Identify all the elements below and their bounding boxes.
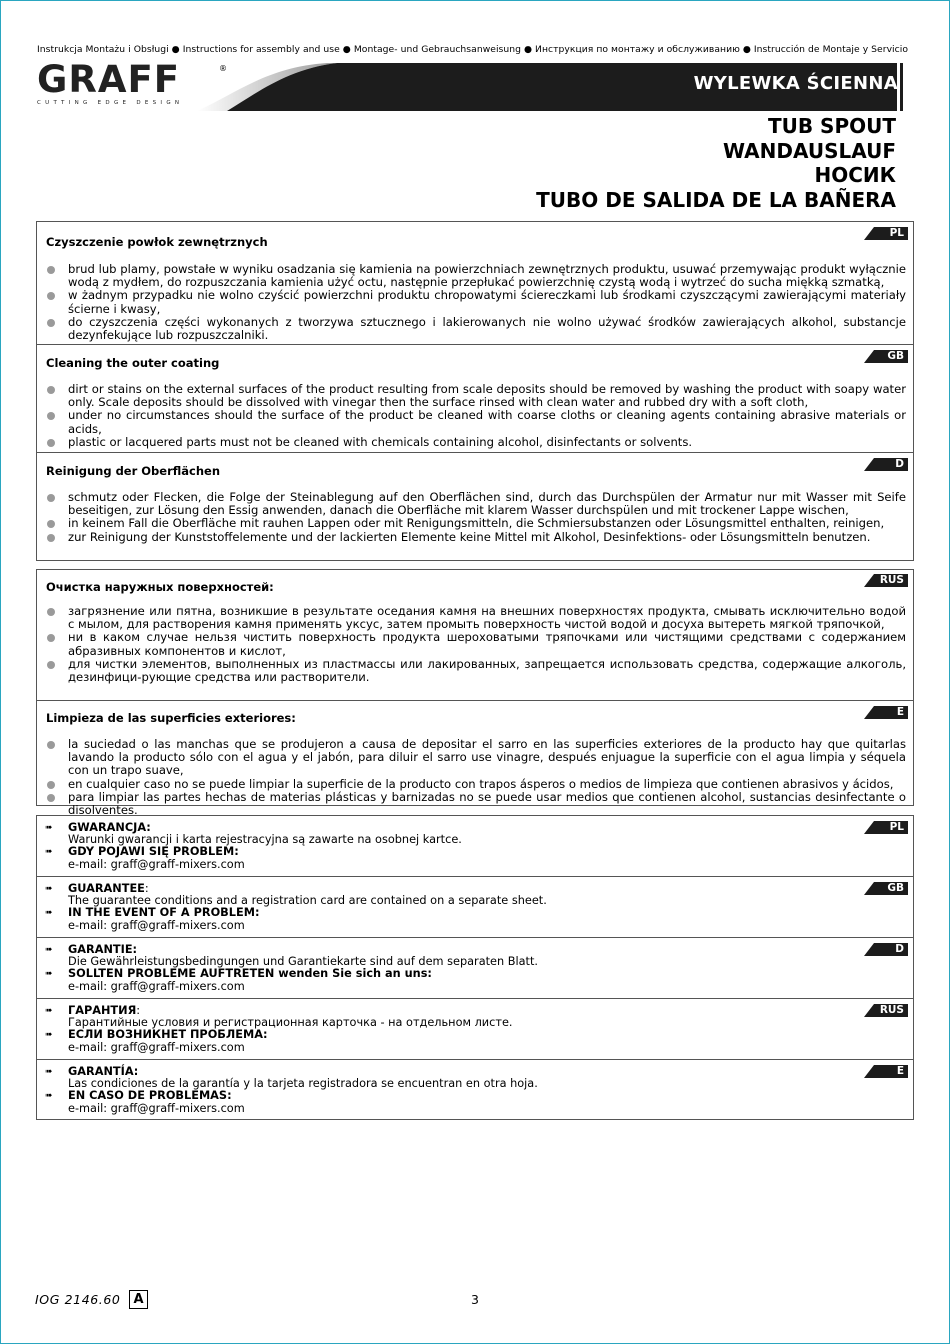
guarantee-box	[36, 815, 914, 1120]
guarantee-text: Las condiciones de la garantía y la tarjeta registradora se encuentran en otra hoja.	[68, 1077, 538, 1091]
cleaning-box-2	[36, 569, 914, 818]
arrow-icon: ➠	[45, 969, 53, 980]
graff-logo	[37, 58, 227, 106]
arrow-icon: ➠	[45, 1091, 53, 1102]
cleaning-section-gb	[37, 344, 913, 452]
cleaning-section-d	[37, 452, 913, 559]
bullet-list	[46, 263, 906, 342]
contact-email[interactable]: e-mail: graff@graff-mixers.com	[68, 1101, 245, 1115]
problem-heading: GDY POJAWI SIĘ PROBLEM:	[68, 845, 239, 859]
language-tag-gb: GB	[864, 350, 908, 363]
bullet-list	[46, 605, 906, 684]
logo-registered: ®	[219, 64, 227, 73]
list-item: in keinem Fall die Oberfläche mit rauhen Lappen oder mit Renigungsmitteln, die Schmiersubstanzen oder Lösungsmittel enthalten, reinigen,	[46, 517, 906, 530]
guarantee-heading: GWARANCJA:	[68, 821, 151, 834]
document-code: IOG 2146.60	[35, 1292, 121, 1307]
logo-name: GRAFF	[37, 58, 181, 101]
problem-heading: SOLLTEN PROBLEME AUFTRETEN wenden Sie sich an uns:	[68, 967, 432, 981]
list-item: zur Reinigung der Kunststoffelemente und der lackierten Elemente keine Mittel mit Alkohol, Desinfektions- oder Lösungsmitteln benutzen.	[46, 531, 906, 544]
problem-heading: IN THE EVENT OF A PROBLEM:	[68, 906, 260, 920]
bullet-list	[46, 738, 906, 817]
guarantee-heading: GARANTIE:	[68, 943, 138, 956]
section-title: Reinigung der Oberflächen	[46, 464, 221, 478]
guarantee-section-gb: GB ➠ GUARANTEE: The guarantee conditions and a registration card are contained on a separate sheet. ➠ IN THE EVENT OF A PROBLEM: e-mail: graff@graff-mixers.com	[37, 876, 913, 937]
guarantee-section-d	[37, 937, 913, 998]
problem-heading: EN CASO DE PROBLEMAS:	[68, 1089, 232, 1103]
section-title: Cleaning the outer coating	[46, 356, 220, 370]
arrow-icon: ➠	[45, 945, 53, 955]
list-item: w żadnym przypadku nie wolno czyścić powierzchni produktu chropowatymi ściereczkami lub środkami czyszczącymi zawierającymi materiały ścierne i kwasy,	[46, 289, 906, 315]
guarantee-text: Гарантийные условия и регистрационная карточка - на отдельном листе.	[68, 1016, 513, 1030]
product-titles	[536, 114, 896, 212]
language-tag-d: D	[864, 943, 908, 956]
guarantee-section-pl	[37, 816, 913, 876]
title-ru: НОСИК	[814, 163, 896, 187]
cleaning-box-1	[36, 221, 914, 561]
title-en: TUB SPOUT	[767, 114, 896, 138]
arrow-icon: ➠	[45, 884, 53, 894]
list-item: plastic or lacquered parts must not be cleaned with chemicals containing alcohol, disinfectants or solvents.	[46, 436, 906, 449]
list-item: la suciedad o las manchas que se produjeron a causa de depositar el sarro en las superficies exteriores de la producto hay que quitarlas lavando la producto sólo con el agua y el jabón, para diluir el sarro use vinagre, después enjuague la superficie con el agua limpia y séquela con un trapo suave,	[46, 738, 906, 778]
arrow-icon: ➠	[45, 1030, 53, 1041]
list-item: ни в каком случае нельзя чистить поверхность продукта шероховатыми тряпочками или чистящими средствами с содержанием абразивных компонентов и кислот,	[46, 631, 906, 657]
list-item: для чистки элементов, выполненных из пластмассы или лакированных, запрещается использовать средства, содержащие алкоголь, дезинфици-рующие средства или растворители.	[46, 658, 906, 684]
cleaning-section-e	[37, 700, 913, 818]
page-number: 3	[471, 1292, 479, 1307]
list-item: en cualquier caso no se puede limpiar la superficie de la producto con trapos ásperos o medios de limpieza que contienen abrasivos y ácidos,	[46, 778, 906, 791]
bullet-list	[46, 491, 906, 544]
list-item: dirt or stains on the external surfaces of the product resulting from scale deposits should be removed by washing the product with soapy water only. Scale deposits should be dissolved with vinegar then the surface rinsed with clean water and rubbed dry with a soft cloth,	[46, 383, 906, 409]
cleaning-section-rus	[37, 570, 913, 700]
language-tag-e: E	[864, 1065, 908, 1078]
title-de: WANDAUSLAUF	[723, 138, 896, 163]
language-tag-rus: RUS	[864, 574, 908, 587]
guarantee-text: Warunki gwarancji i karta rejestracyjna są zawarte na osobnej kartce.	[68, 833, 462, 847]
language-tag-pl: PL	[864, 227, 908, 240]
list-item: brud lub plamy, powstałe w wyniku osadzania się kamienia na powierzchniach zewnętrznych produktu, usuwać przemywając produkt wyłącznie wodą z mydłem, do rozpuszczania kamienia użyć octu, następnie przepłukać powierzchnię czystą wodą i wytrzeć do sucha miękką szmatką,	[46, 263, 906, 289]
logo-tagline: CUTTING EDGE DESIGN	[37, 100, 184, 106]
guarantee-heading: GARANTÍA:	[68, 1065, 139, 1078]
cleaning-section-pl	[37, 222, 913, 344]
list-item: para limpiar las partes hechas de materias plásticas y barnizadas no se puede usar medios que contienen alcohol, sustancias desinfectante o disolventes.	[46, 791, 906, 817]
guarantee-section-e	[37, 1059, 913, 1117]
contact-email[interactable]: e-mail: graff@graff-mixers.com	[68, 1040, 245, 1054]
section-title: Czyszczenie powłok zewnętrznych	[46, 235, 268, 249]
list-item: under no circumstances should the surface of the product be cleaned with coarse cloths or cleaning agents containing abrasive materials or acids,	[46, 409, 906, 435]
guarantee-heading: GUARANTEE	[68, 882, 145, 895]
list-item: schmutz oder Flecken, die Folge der Steinablegung auf den Oberflächen sind, durch das Durchspülen der Armatur nur mit Wasser mit Seife beseitigen, zur Lösung den Essig anwenden, danach die Oberfläche mit klarem Wasser durchspülen und mit trockener Lappe wischen,	[46, 491, 906, 517]
arrow-icon: ➠	[45, 823, 53, 833]
revision-badge: A	[129, 1290, 148, 1309]
guarantee-text: The guarantee conditions and a registration card are contained on a separate sheet.	[68, 894, 547, 908]
list-item: загрязнение или пятна, возникшие в результате оседания камня на внешних поверхностях продукта, смывать исключительно водой с мылом, для растворения камня применять уксус, затем промыть поверхность чистой водой и досуха вытереть мягкой тряпочкой,	[46, 605, 906, 631]
language-tag-d: D	[864, 458, 908, 471]
guarantee-text: Die Gewährleistungsbedingungen und Garantiekarte sind auf dem separaten Blatt.	[68, 955, 539, 969]
title-es: TUBO DE SALIDA DE LA BAÑERA	[536, 187, 896, 212]
language-tag-pl: PL	[864, 821, 908, 834]
problem-heading: ЕСЛИ ВОЗНИКНЕТ ПРОБЛЕМА:	[68, 1028, 268, 1042]
guarantee-heading: ГАРАНТИЯ	[68, 1004, 137, 1017]
arrow-icon: ➠	[45, 1067, 53, 1077]
header-languages: Instrukcja Montażu i Obsługi ● Instructions for assembly and use ● Montage- und Gebrauchsanweisung ● Инструкция по монтажу и обслуживанию ● Instrucción de Montaje y Servicio	[37, 44, 909, 55]
contact-email[interactable]: e-mail: graff@graff-mixers.com	[68, 979, 245, 993]
list-item: do czyszczenia części wykonanych z tworzywa sztucznego i lakierowanych nie wolno używać środków zawierających alkohol, substancje dezynfekujące lub rozpuszczalniki.	[46, 316, 906, 342]
guarantee-section-rus: RUS ➠ ГАРАНТИЯ: Гарантийные условия и регистрационная карточка - на отдельном листе. ➠ ЕСЛИ ВОЗНИКНЕТ ПРОБЛЕМА: e-mail: graff@graff-mixers.com	[37, 998, 913, 1059]
arrow-icon: ➠	[45, 1006, 53, 1016]
section-title: Limpieza de las superficies exteriores:	[46, 711, 296, 725]
arrow-icon: ➠	[45, 908, 53, 919]
language-tag-rus: RUS	[864, 1004, 908, 1017]
contact-email[interactable]: e-mail: graff@graff-mixers.com	[68, 918, 245, 932]
section-title: Очистка наружных поверхностей:	[46, 580, 274, 594]
language-tag-e: E	[864, 706, 908, 719]
banner-title: WYLEWKA ŚCIENNA	[693, 73, 898, 94]
arrow-icon: ➠	[45, 847, 53, 858]
language-tag-gb: GB	[864, 882, 908, 895]
bullet-list	[46, 383, 906, 449]
contact-email[interactable]: e-mail: graff@graff-mixers.com	[68, 857, 245, 871]
